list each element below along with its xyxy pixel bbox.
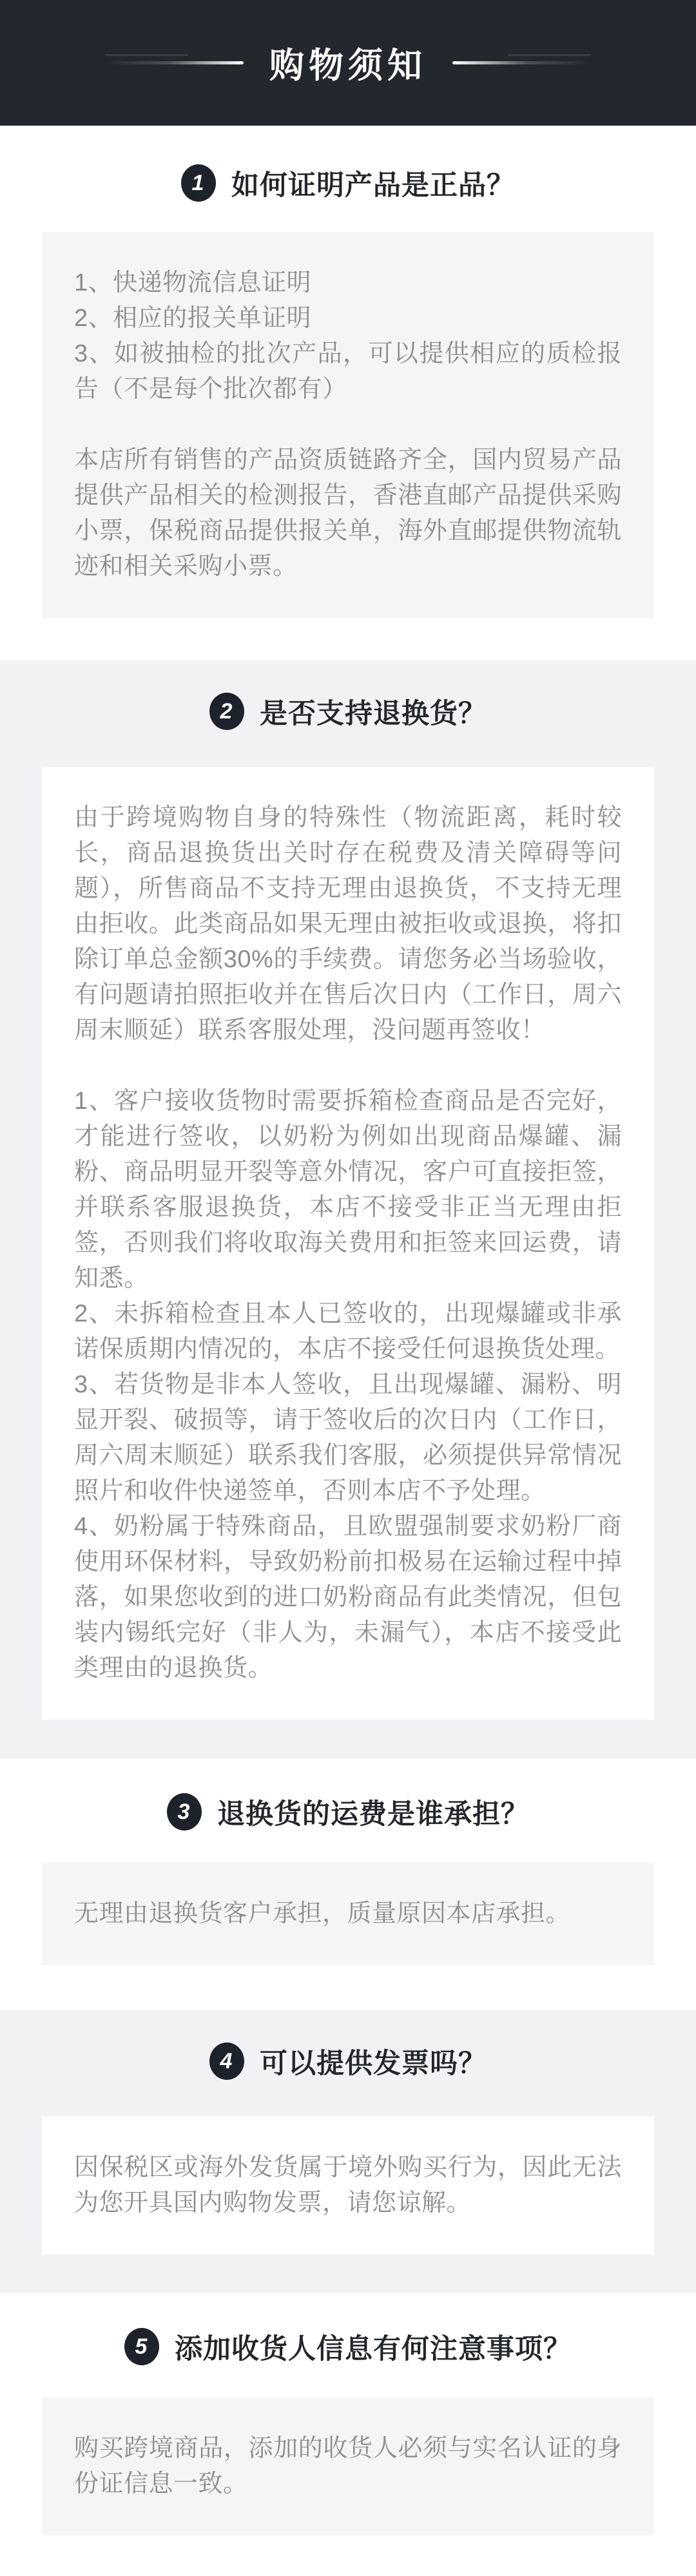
list-item: 4、奶粉属于特殊商品，且欧盟强制要求奶粉厂商使用环保材料，导致奶粉前扣极易在运输过程中掉落，如果您收到的进口奶粉商品有此类情况，但包装内锡纸完好（非人为，未漏气），本店不接受此类理由的退换货。: [74, 1513, 622, 1682]
answer-paragraph: 本店所有销售的产品资质链路齐全，国内贸易产品提供产品相关的检测报告，香港直邮产品提供采购小票，保税商品提供报关单，海外直邮提供物流轨迹和相关采购小票。: [74, 447, 622, 580]
list-item: 3、如被抽检的批次产品，可以提供相应的质检报告（不是每个批次都有）: [74, 340, 622, 403]
answer-card: [42, 767, 654, 1720]
badge-number: 5: [135, 2334, 148, 2359]
list-item: 1、快递物流信息证明: [74, 269, 312, 296]
question-text: 如何证明产品是正品？: [231, 169, 515, 201]
badge-number: 2: [220, 699, 233, 724]
section-heading-3: [0, 1792, 696, 1832]
list-item: 2、相应的报关单证明: [74, 305, 312, 332]
answer-card: [42, 232, 654, 618]
answer-paragraph: 购买跨境商品，添加的收货人必须与实名认证的身份证信息一致。: [74, 2435, 622, 2497]
answer-card: [42, 2398, 654, 2535]
badge-number: 4: [220, 2049, 233, 2073]
list-item: 3、若货物是非本人签收，且出现爆罐、漏粉、明显开裂、破损等，请于签收后的次日内（工作日，周六周末顺延）联系我们客服，必须提供异常情况照片和收件快递签单，否则本店不予处理。: [74, 1371, 622, 1504]
answer-paragraph: 因保税区或海外发货属于境外购买行为，因此无法为您开具国内购物发票，请您谅解。: [74, 2154, 622, 2216]
answer-paragraph: 由于跨境购物自身的特殊性（物流距离，耗时较长，商品退换货出关时存在税费及清关障碍等问题），所售商品不支持无理由退换货，不支持无理由拒收。此类商品如果无理由被拒收或退换，将扣除订单总金额30%的手续费。请您务必当场验收，有问题请拍照拒收并在售后次日内（工作日，周六周末顺延）联系客服处理，没问题再签收！: [74, 804, 622, 1044]
question-text: 添加收货人信息有何注意事项？: [175, 2333, 572, 2365]
section-heading-2: [0, 691, 696, 731]
answer-card: [42, 1863, 654, 1965]
question-text: 退换货的运费是谁承担？: [217, 1798, 529, 1830]
section-heading-5: [0, 2327, 696, 2367]
section-authenticity: [0, 126, 696, 618]
section-recipient-info: [0, 2293, 696, 2535]
list-item: 2、未拆箱检查且本人已签收的，出现爆罐或非承诺保质期内情况的，本店不接受任何退换货处理。: [74, 1300, 622, 1363]
number-badge-icon: [209, 693, 244, 730]
decorative-line-right: [452, 61, 591, 64]
section-heading-4: [0, 2041, 696, 2081]
number-badge-icon: [209, 2043, 244, 2080]
number-badge-icon: [124, 2328, 159, 2365]
badge-number: 1: [191, 171, 204, 195]
section-invoice: [0, 2010, 696, 2293]
question-text: 可以提供发票吗？: [260, 2048, 487, 2079]
section-return-shipping-fee: [0, 1758, 696, 1965]
section-returns: [0, 660, 696, 1758]
answer-card: [42, 2117, 654, 2254]
section-heading-1: [0, 163, 696, 203]
number-badge-icon: [167, 1793, 202, 1831]
decorative-line-left: [105, 61, 244, 64]
page-title: 购物须知: [269, 46, 427, 85]
number-badge-icon: [181, 164, 216, 202]
page-header: [0, 0, 696, 126]
list-item: 1、客户接收货物时需要拆箱检查商品是否完好，才能进行签收，以奶粉为例如出现商品爆罐、漏粉、商品明显开裂等意外情况，客户可直接拒签，并联系客服退换货，本店不接受非正当无理由拒签，否则我们将收取海关费用和拒签来回运费，请知悉。: [74, 1088, 622, 1292]
badge-number: 3: [177, 1800, 190, 1824]
answer-paragraph: 无理由退换货客户承担，质量原因本店承担。: [74, 1900, 571, 1927]
question-text: 是否支持退换货？: [260, 698, 487, 729]
